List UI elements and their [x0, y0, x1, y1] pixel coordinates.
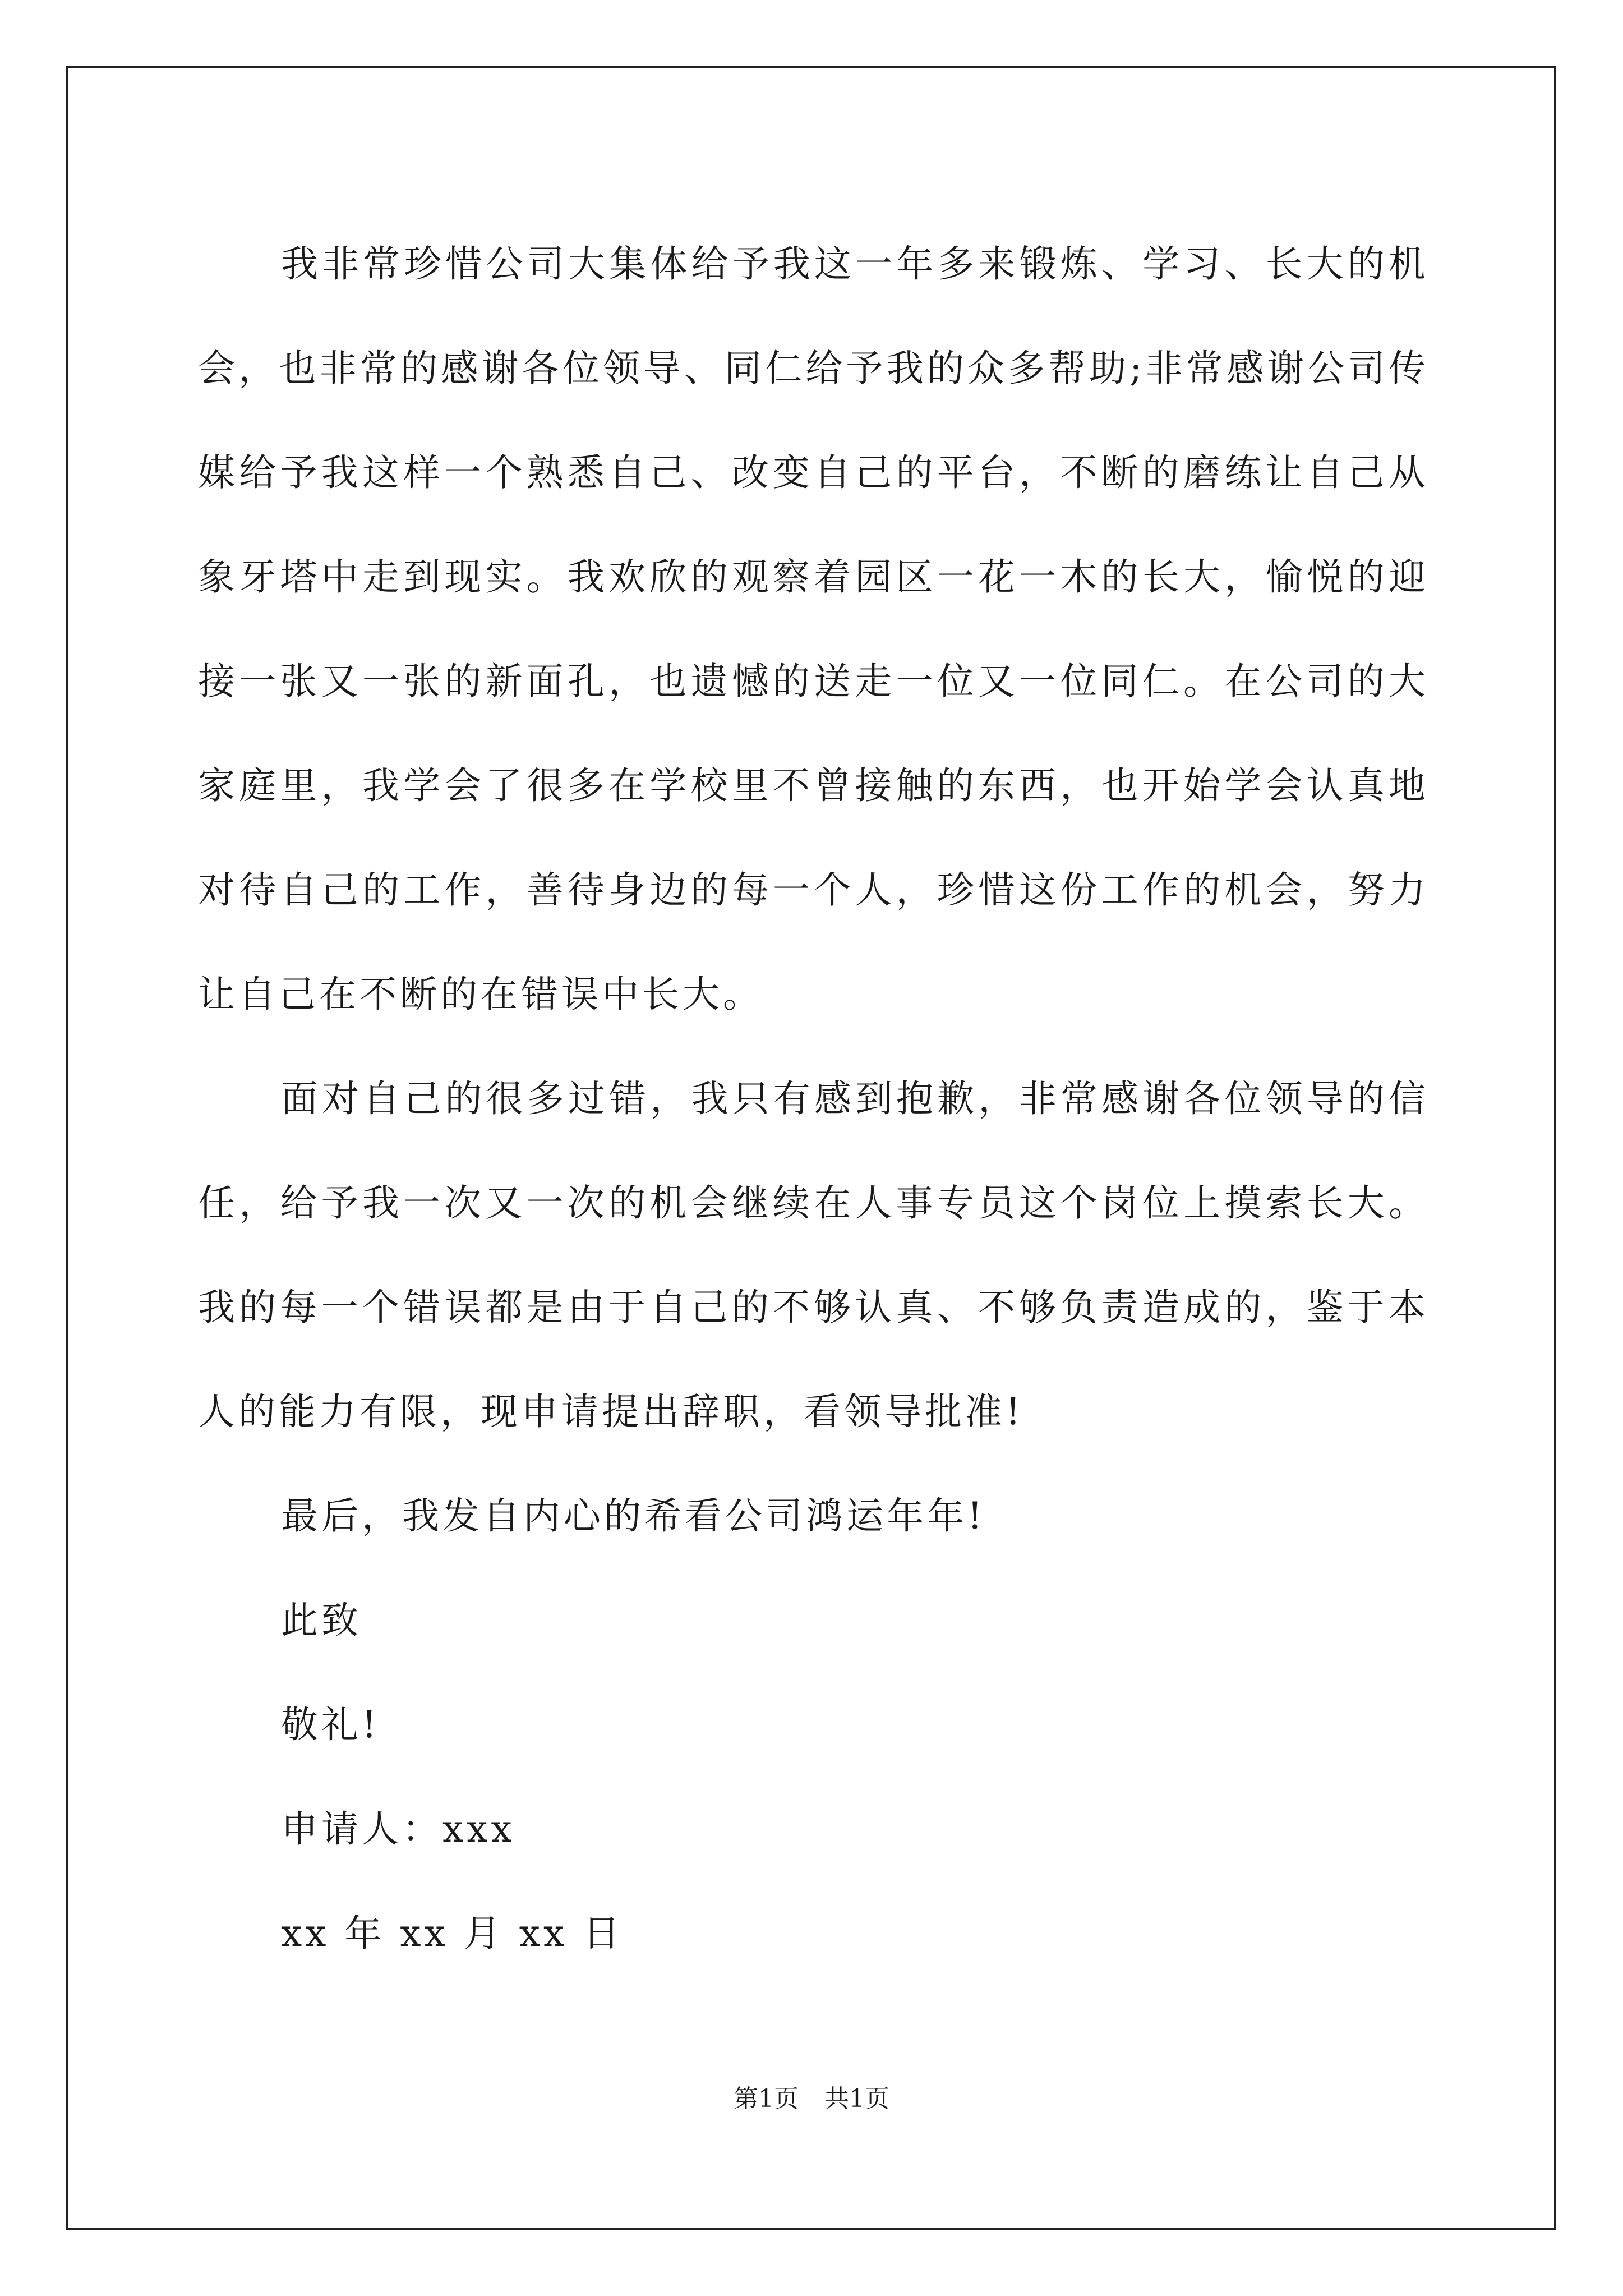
paragraph-gratitude: 我非常珍惜公司大集体给予我这一年多来锻炼、学习、长大的机会，也非常的感谢各位领导、同仁给予我的众多帮助;非常感谢公司传媒给予我这样一个熟悉自己、改变自己的平台，不断的磨练让自己从象牙塔中走到现实。我欢欣的观察着园区一花一木的长大，愉悦的迎接一张又一张的新面孔，也遗憾的送走一位又一位同仁。在公司的大家庭里，我学会了很多在学校里不曾接触的东西，也开始学会认真地对待自己的工作，善待身边的每一个人，珍惜这份工作的机会，努力让自己在不断的在错误中长大。 [198, 242, 1429, 1016]
salute-line: 敬礼! [281, 1703, 380, 1746]
letter-body [198, 212, 1429, 1986]
paragraph-resignation-reason: 面对自己的很多过错，我只有感到抱歉，非常感谢各位领导的信任，给予我一次又一次的机会继续在人事专员这个岗位上摸索长大。我的每一个错误都是由于自己的不够认真、不够负责造成的，鉴于本人的能力有限，现申请提出辞职，看领导批准! [198, 1077, 1429, 1433]
page-number-total: 共1页 [824, 2085, 889, 2113]
letter-date: xx 年 xx 月 xx 日 [281, 1912, 624, 1955]
page-footer [0, 2082, 1623, 2116]
closing-line: 此致 [281, 1599, 362, 1642]
page-number-current: 第1页 [734, 2085, 799, 2113]
applicant-signature: 申请人：xxx [281, 1807, 515, 1851]
paragraph-wishes: 最后，我发自内心的希看公司鸿运年年! [281, 1494, 986, 1538]
